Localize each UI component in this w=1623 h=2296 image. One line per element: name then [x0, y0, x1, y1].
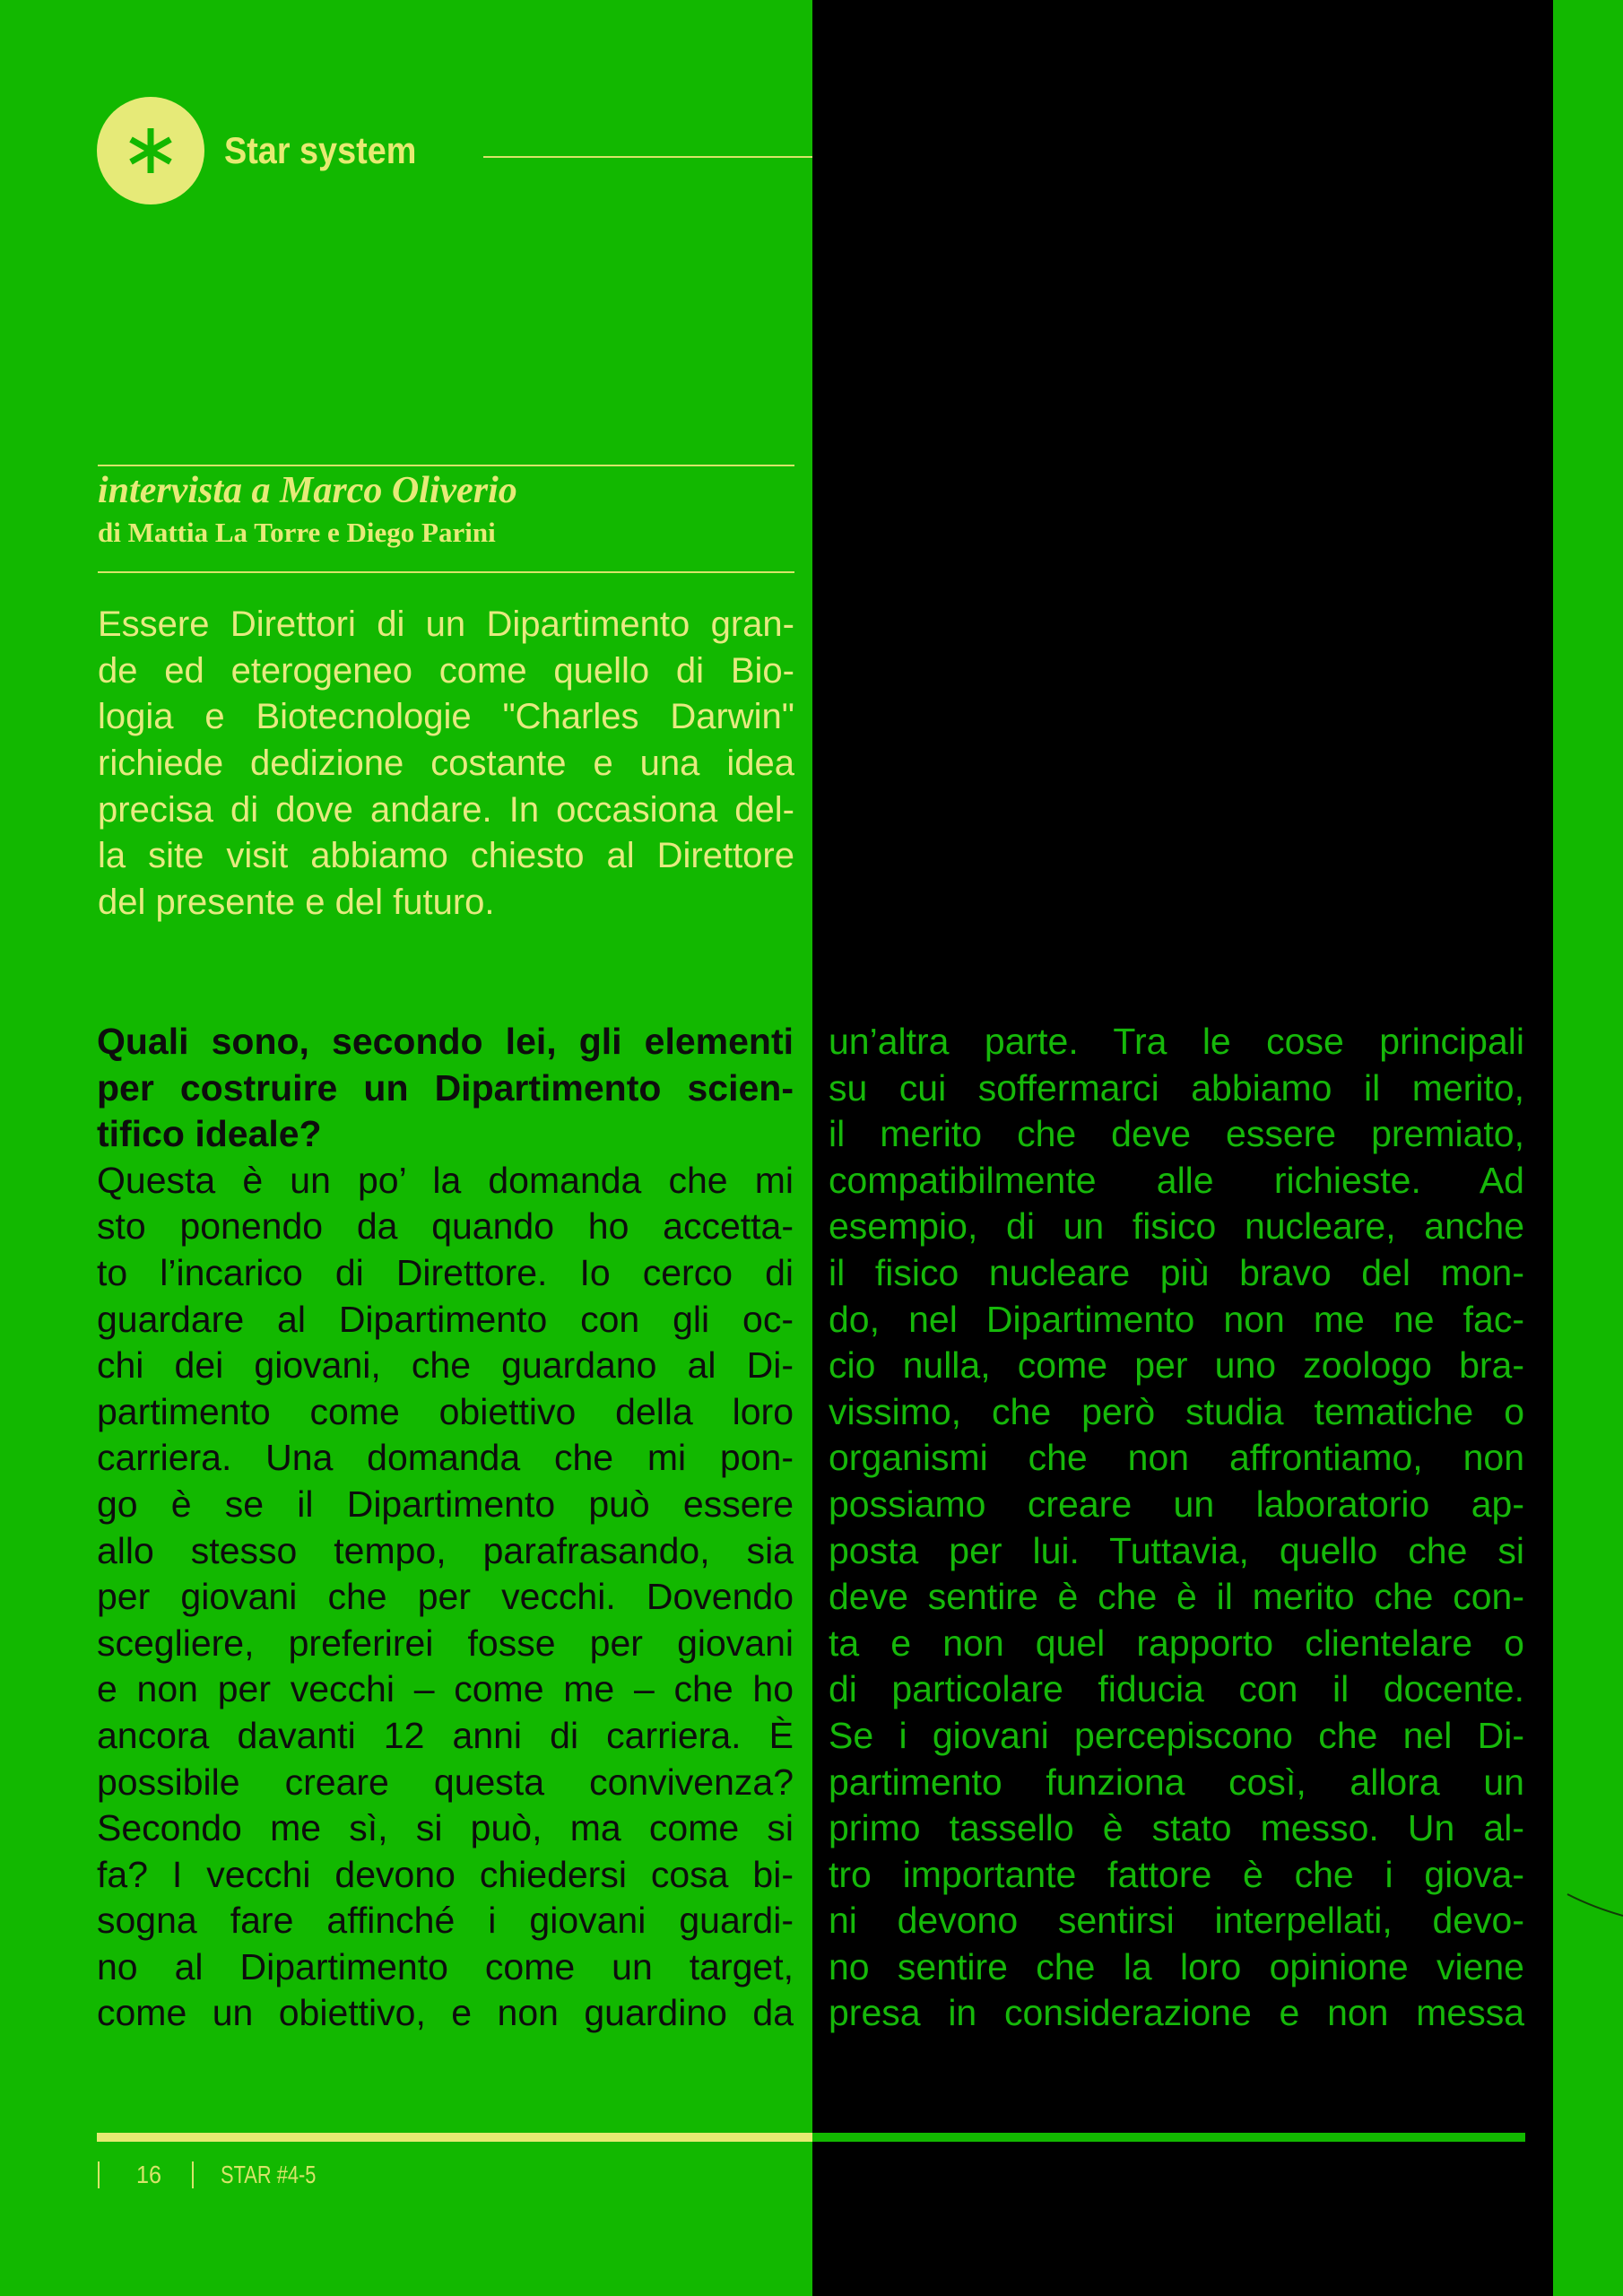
intro-line: de ed eterogeneo come quello di Bio-	[98, 650, 794, 691]
footer-separator	[98, 2161, 100, 2188]
answer-line: e non per vecchi – come me – che ho	[97, 1668, 794, 1710]
question-line: per costruire un Dipartimento scien-	[97, 1066, 794, 1109]
answer-line: partimento funziona così, allora un	[829, 1761, 1524, 1803]
title-top-rule	[98, 465, 794, 466]
intro-line: logia e Biotecnologie "Charles Darwin"	[98, 697, 794, 737]
answer-line: primo tassello è stato messo. Un al-	[829, 1807, 1524, 1849]
article-byline: di Mattia La Torre e Diego Parini	[98, 517, 496, 548]
answer-line: ta e non quel rapporto clientelare o	[829, 1622, 1524, 1664]
decorative-curve	[1560, 1883, 1623, 1928]
intro-line: precisa di dove andare. In occasiona del-	[98, 789, 794, 830]
answer-line: possiamo creare un laboratorio ap-	[829, 1483, 1524, 1525]
answer-line: di particolare fiducia con il docente.	[829, 1668, 1524, 1710]
body-column-right	[829, 1019, 1524, 2037]
answer-line: il merito che deve essere premiato,	[829, 1113, 1524, 1155]
answer-line: esempio, di un fisico nucleare, anche	[829, 1205, 1524, 1248]
answer-line: Questa è un po’ la domanda che mi	[97, 1159, 794, 1201]
answer-line: carriera. Una domanda che mi pon-	[97, 1437, 794, 1479]
answer-line: sto ponendo da quando ho accetta-	[97, 1205, 794, 1248]
answer-line: allo stesso tempo, parafrasando, sia	[97, 1529, 794, 1571]
answer-line: posta per lui. Tuttavia, quello che si	[829, 1529, 1524, 1571]
answer-line: cio nulla, come per uno zoologo bra-	[829, 1344, 1524, 1387]
answer-line: come un obiettivo, e non guardino da	[97, 1992, 794, 2034]
footer-bar-left	[97, 2133, 812, 2142]
page-number: 16	[136, 2161, 162, 2188]
answer-line: partimento come obiettivo della loro	[97, 1390, 794, 1432]
answer-line: guardare al Dipartimento con gli oc-	[97, 1298, 794, 1340]
answer-line: go è se il Dipartimento può essere	[97, 1483, 794, 1525]
title-bottom-rule	[98, 571, 794, 573]
answer-line: to l’incarico di Direttore. Io cerco di	[97, 1251, 794, 1293]
answer-line: fa? I vecchi devono chiedersi cosa bi-	[97, 1853, 794, 1895]
answer-line: no al Dipartimento come un target,	[97, 1945, 794, 1987]
answer-line: tro importante fattore è che i giova-	[829, 1853, 1524, 1895]
answer-line: organismi che non affrontiamo, non	[829, 1437, 1524, 1479]
section-title: Star system	[224, 129, 417, 171]
answer-line: per giovani che per vecchi. Dovendo	[97, 1576, 794, 1618]
answer-line: il fisico nucleare più bravo del mon-	[829, 1251, 1524, 1293]
answer-line: un’altra parte. Tra le cose principali	[829, 1021, 1524, 1062]
answer-line: sogna fare affinché i giovani guardi-	[97, 1900, 794, 1942]
question-line: Quali sono, secondo lei, gli elementi	[97, 1021, 794, 1062]
answer-line: compatibilmente alle richieste. Ad	[829, 1159, 1524, 1201]
article-title: intervista a Marco Oliverio	[98, 470, 517, 511]
answer-line: Se i giovani percepiscono che nel Di-	[829, 1714, 1524, 1756]
asterisk-icon	[97, 97, 204, 204]
answer-line: vissimo, che però studia tematiche o	[829, 1390, 1524, 1432]
intro-line: Essere Direttori di un Dipartimento gran-	[98, 604, 794, 644]
answer-line: possibile creare questa convivenza?	[97, 1761, 794, 1803]
answer-line: do, nel Dipartimento non me ne fac-	[829, 1298, 1524, 1340]
article-intro	[98, 602, 794, 926]
answer-line: no sentire che la loro opinione viene	[829, 1945, 1524, 1987]
answer-line: ancora davanti 12 anni di carriera. È	[97, 1714, 794, 1756]
answer-line: su cui soffermarci abbiamo il merito,	[829, 1066, 1524, 1109]
issue-label: STAR #4-5	[221, 2161, 317, 2188]
intro-line: la site visit abbiamo chiesto al Direttore	[98, 836, 794, 876]
section-logo-badge	[97, 97, 204, 204]
footer-bar-right	[812, 2133, 1525, 2142]
answer-line: deve sentire è che è il merito che con-	[829, 1576, 1524, 1618]
question-line: tifico ideale?	[97, 1113, 322, 1155]
answer-line: scegliere, preferirei fosse per giovani	[97, 1622, 794, 1664]
answer-line: chi dei giovani, che guardano al Di-	[97, 1344, 794, 1387]
body-column-left	[97, 1019, 794, 2037]
answer-line: Secondo me sì, si può, ma come si	[97, 1807, 794, 1849]
answer-line: presa in considerazione e non messa	[829, 1992, 1524, 2034]
intro-line: richiede dedizione costante e una idea	[98, 744, 794, 784]
intro-line: del presente e del futuro.	[98, 883, 495, 923]
answer-line: ni devono sentirsi interpellati, devo-	[829, 1900, 1524, 1942]
footer-separator	[192, 2161, 194, 2188]
header-divider	[483, 156, 812, 158]
